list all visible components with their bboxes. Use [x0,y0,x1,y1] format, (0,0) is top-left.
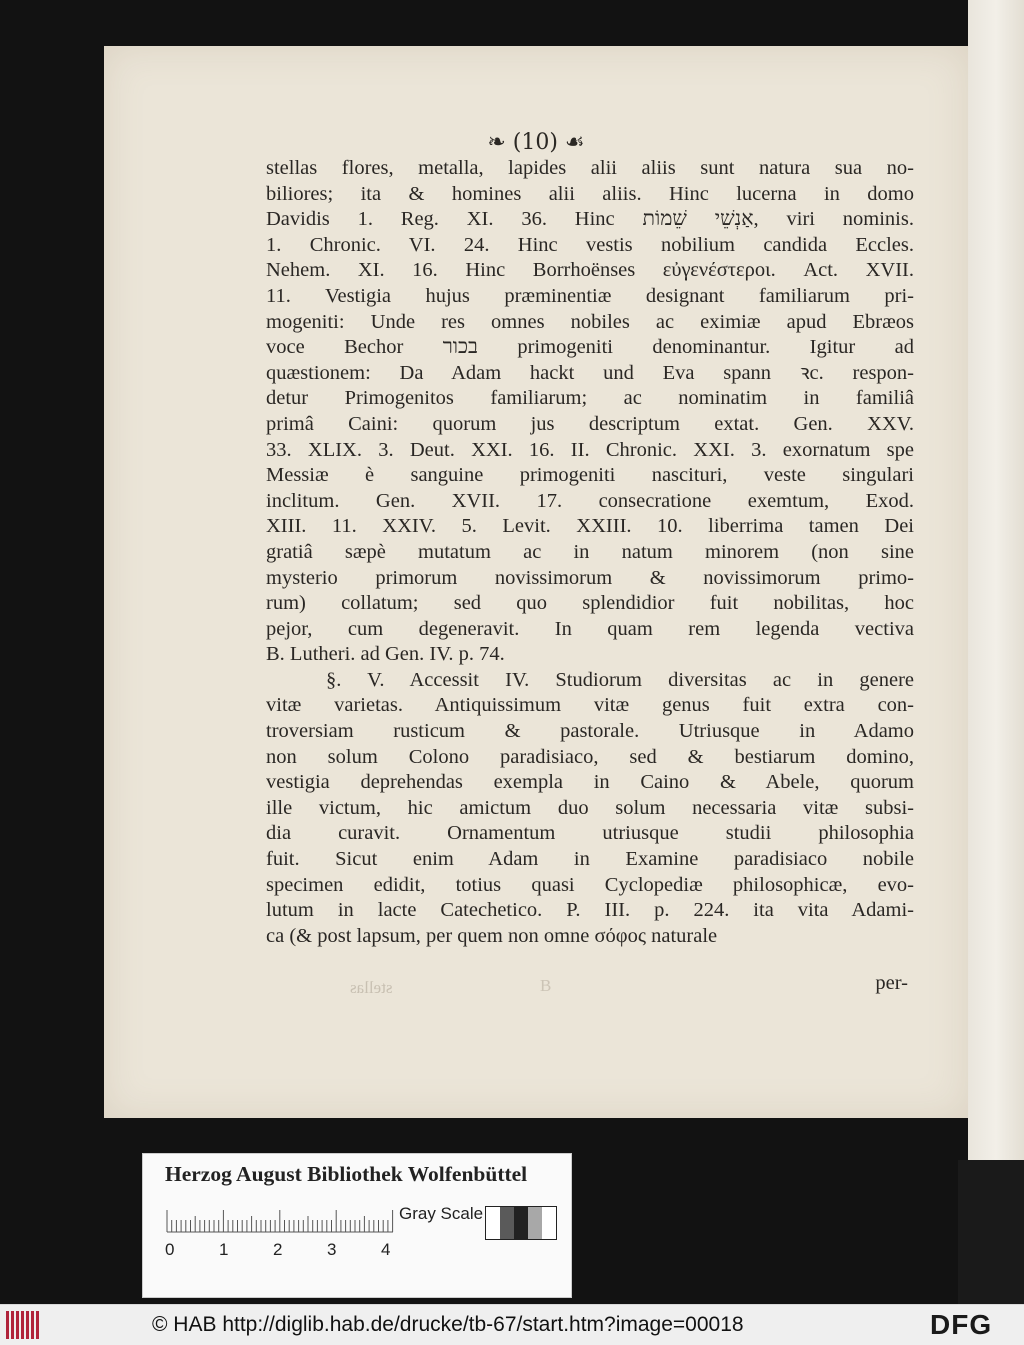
grayscale-swatch [485,1206,557,1240]
ornament-left-icon: ❧ [487,130,513,155]
text-line: Messiæ è sanguine primogeniti nasciturі, veste singulari [266,464,914,487]
text-line: detur Primogenitos familiarum; ac nominatim in familiâ [266,387,914,410]
text-line: quæstionem: Da Adam hackt und Eva spann ꝛc. respon- [266,361,914,384]
text-line: XIII. 11. XXIV. 5. Levit. XXIII. 10. liberrima tamen Dei [266,515,914,538]
ruler-number: 0 [165,1240,175,1259]
page-header [104,130,968,155]
grayscale-label: Gray Scale [399,1204,484,1223]
text-line: ca (& post lapsum, per quem non omne σόφος naturale [266,924,718,947]
text-line: B. Lutheri. ad Gen. IV. p. 74. [266,643,505,666]
ornament-right-icon: ☙ [557,130,585,155]
footer-copyright-link[interactable]: © HAB http://diglib.hab.de/drucke/tb-67/start.htm?image=00018 [152,1313,744,1336]
text-line: mysterio primorum novissimorum & novissimorum primo- [266,566,914,589]
text-line: troversiam rusticum & pastorale. Utriusque in Adamo [266,720,914,743]
text-line: Nehem. XI. 16. Hinc Borrhoënses εὐγενέστεροι. Act. XVII. [266,259,914,282]
ruler-number: 2 [273,1240,283,1259]
text-line: stellas flores, metalla, lapides alii aliis sunt natura sua no- [266,157,914,179]
scan-dark-corner [958,1160,1024,1304]
footer-bar [0,1304,1024,1345]
text-line: ille victum, hic amictum duo solum necessaria vitæ subsi- [266,796,914,819]
page-body-text [266,156,914,949]
bleed-through-mark: B [540,976,552,995]
text-line: vitæ varietas. Antiquissimum vitæ genus fuit extra con- [266,694,914,717]
text-line: Davidis 1. Reg. XI. 36. Hinc אַנְשֵׁי שֵׁמוֹת, viri nominis. [266,208,914,231]
page-number: (10) [512,130,558,155]
bleed-through-text: stellas [350,978,393,997]
text-line: non solum Colono paradisiaco, sed & bestiarum domino, [266,745,914,768]
library-name: Herzog August Bibliothek Wolfenbüttel [165,1162,528,1186]
text-line: voce Bechor בכור primogeniti denominantur. Igitur ad [266,336,914,359]
hab-logo-icon [6,1311,42,1339]
library-label-card [142,1153,572,1298]
dfg-logo: DFG [930,1309,993,1340]
text-line: pejor, cum degeneravit. In quam rem legenda vectiva [266,617,914,640]
text-line: biliores; ita & homines alii aliis. Hinc lucerna in domo [266,182,914,205]
text-line: 11. Vestigia hujus præminentiæ designant familiarum pri- [266,284,914,307]
text-line: 1. Chronic. VI. 24. Hinc vestis nobilium candida Eccles. [266,233,914,256]
text-line: specimen edidit, totius quasi Cyclopediæ philosophicæ, evo- [266,873,914,896]
text-line: vestigia deprehendas exempla in Caino & Abele, quorum [266,771,914,794]
ruler-number: 1 [219,1240,229,1259]
text-line: primâ Caini: quorum jus descriptum extat. Gen. XXV. [266,412,914,435]
next-page-edge [968,0,1024,1304]
text-line: dia curavit. Ornamentum utriusque studii philosophia [266,822,914,845]
text-line: 33. XLIX. 3. Deut. XXI. 16. II. Chronic. XXI. 3. exornatum spe [266,438,914,461]
text-line: §. V. Accessit IV. Studiorum diversitas ac in genere [326,668,914,691]
text-line: lutum in lacte Catechetico. P. III. p. 224. ita vita Adami- [266,899,914,922]
catchword: per- [875,972,908,994]
text-line: gratiâ sæpè mutatum ac in natum minorem (non sine [266,540,914,563]
text-line: mogeniti: Unde res omnes nobiles ac eximiæ apud Ebræos [266,310,914,333]
ruler-number: 4 [381,1240,391,1259]
ruler-number: 3 [327,1240,337,1259]
text-line: inclitum. Gen. XVII. 17. consecratione exemtum, Exod. [266,489,914,512]
text-line: fuit. Sicut enim Adam in Examine paradisiaco nobile [266,848,914,871]
text-line: rum) collatum; sed quo splendidior fuit nobilitas, hoc [266,592,914,615]
scale-ruler [165,1210,395,1236]
